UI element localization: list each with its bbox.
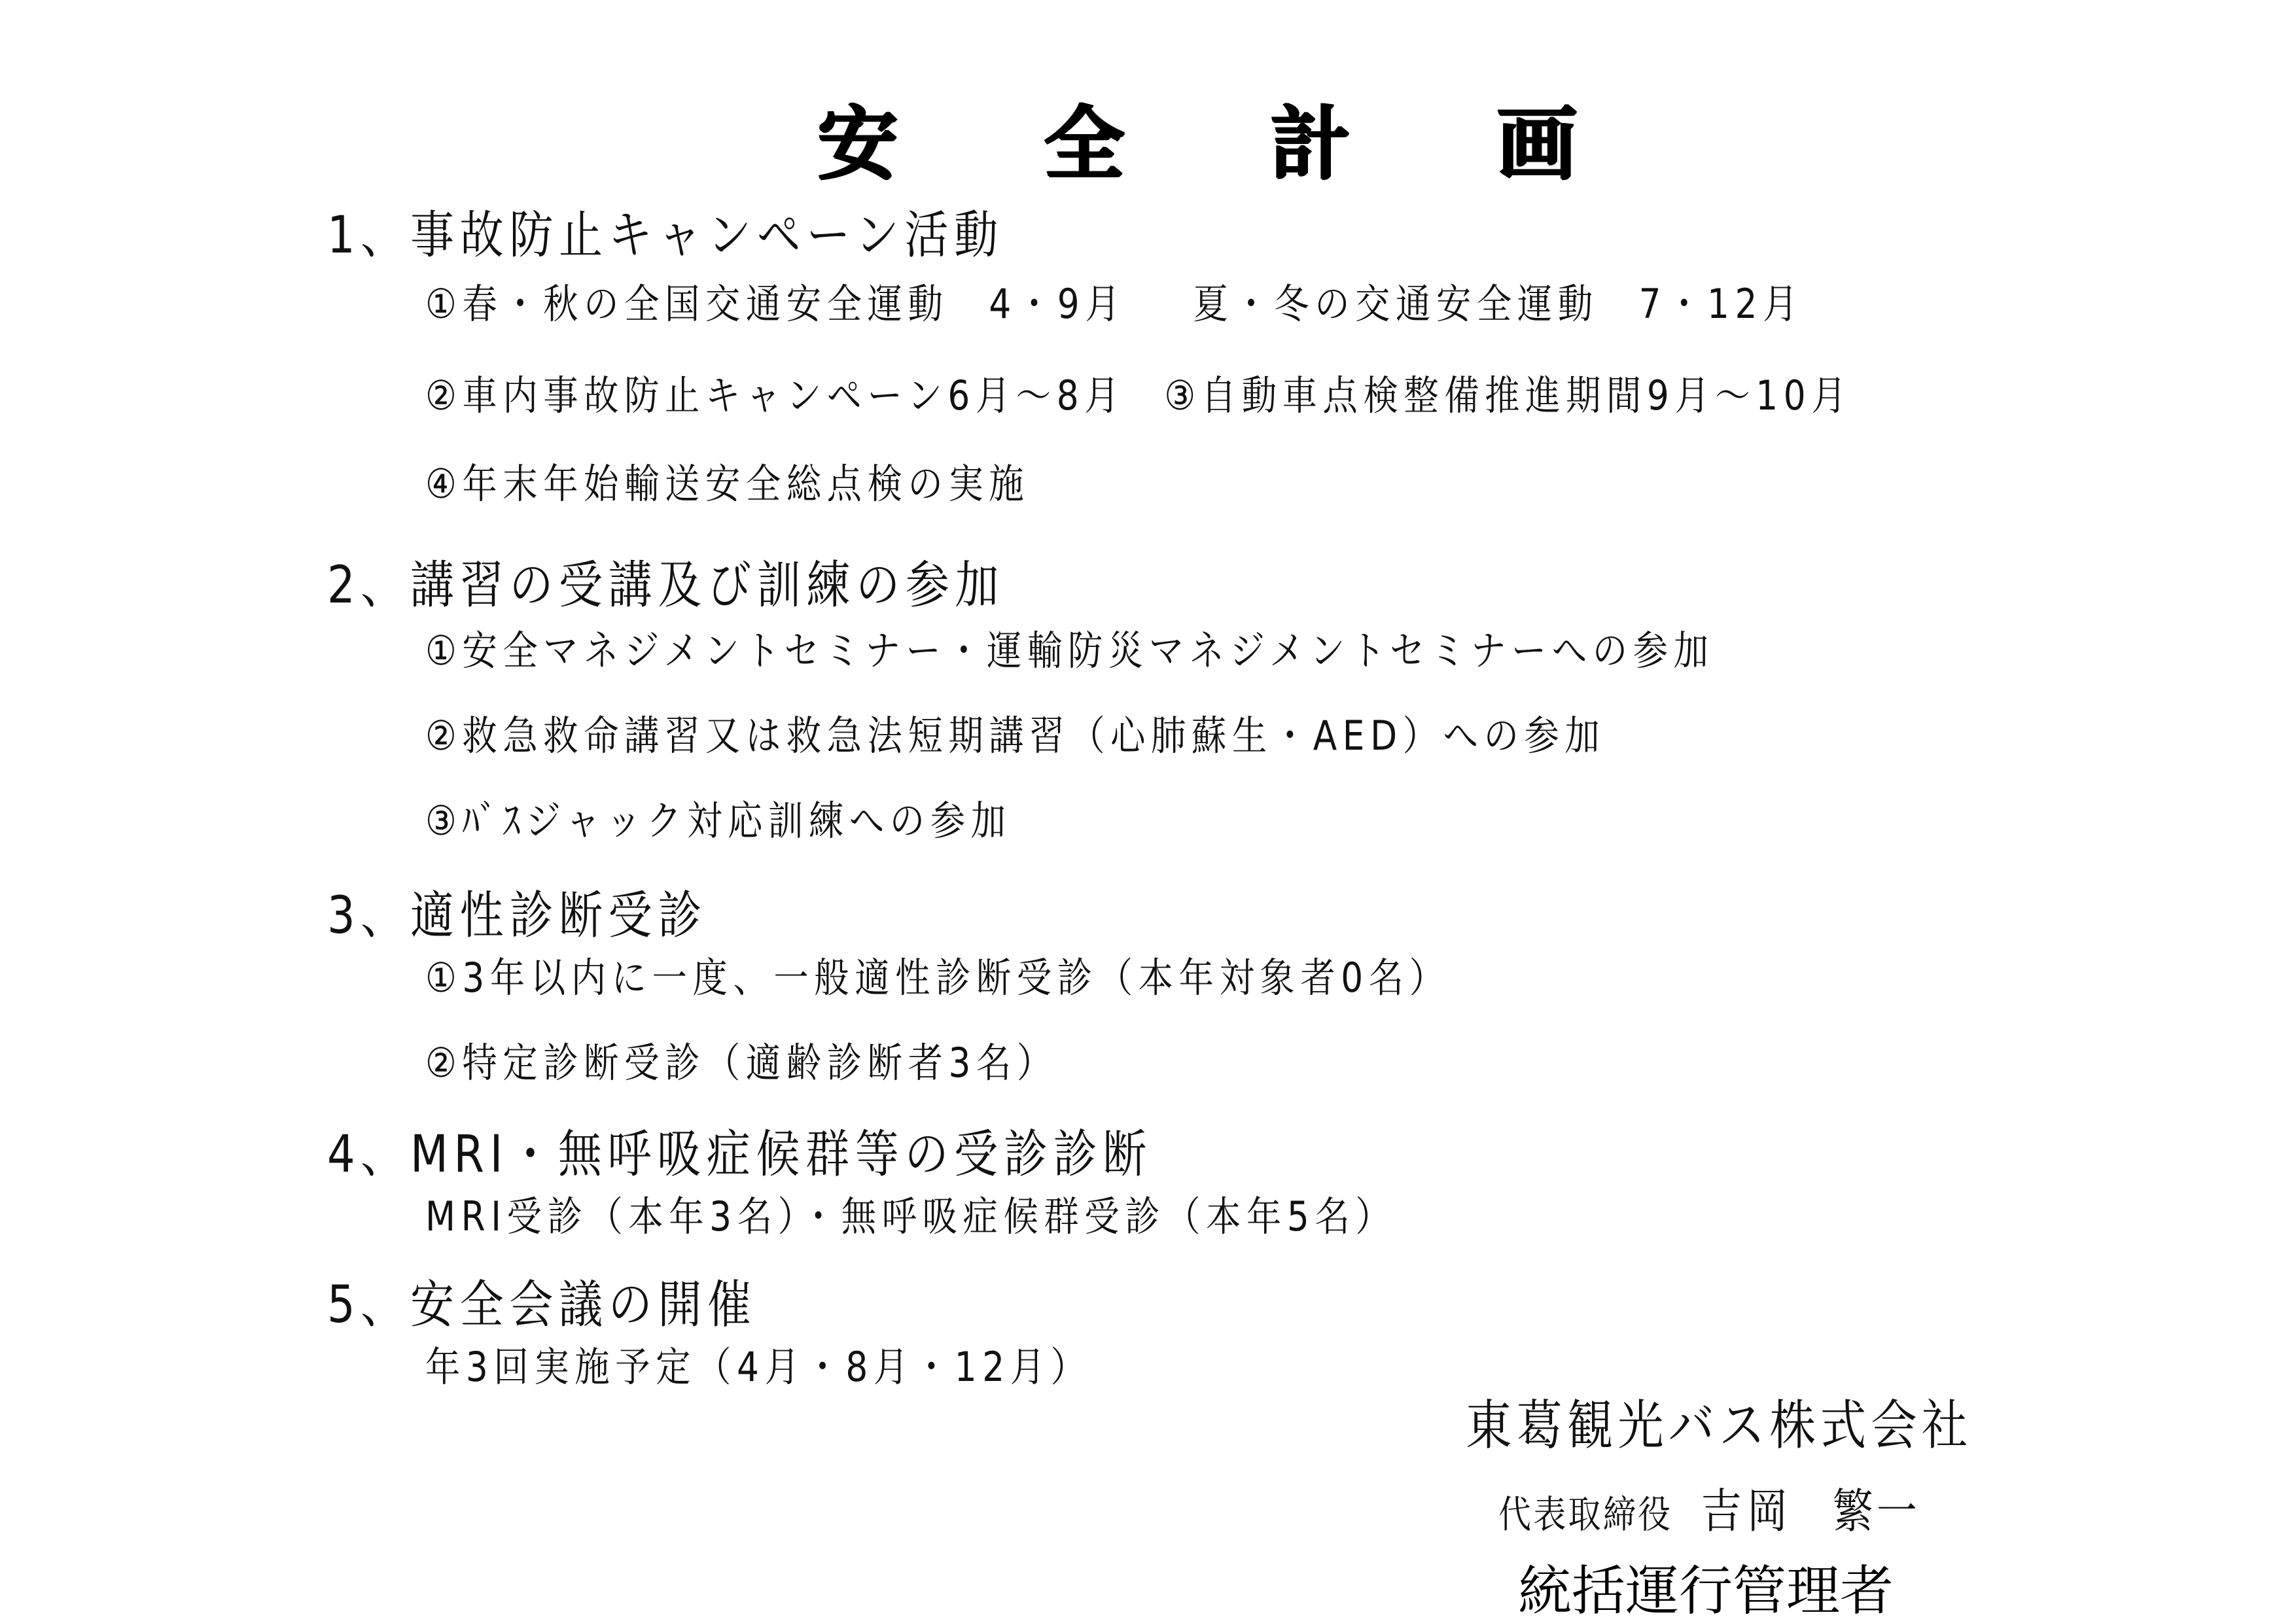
section-2-item-2: ②救急救命講習又は救急法短期講習（心肺蘇生・AED）への参加	[425, 712, 1606, 759]
company-name: 東葛観光バス株式会社	[1466, 1395, 1973, 1457]
section-2-heading: 2、講習の受講及び訓練の参加	[327, 556, 1005, 615]
section-2-item-3: ③ﾊﾞｽジャック対応訓練への参加	[425, 797, 1012, 845]
title-char-2: 全	[1044, 97, 1124, 190]
section-3-heading: 3、適性診断受診	[327, 886, 708, 945]
section-1-item-1-text: ①春・秋の全国交通安全運動 4・9月	[425, 280, 1126, 328]
representative-given-name: 繁一	[1832, 1484, 1921, 1539]
section-3-item-2: ②特定診断受診（適齢診断者3名）	[425, 1039, 1057, 1087]
section-1-item-1	[425, 278, 1803, 330]
section-1-item-2-text: ②車内事故防止キャンペーン6月～8月	[425, 372, 1125, 419]
title-char-3: 計	[1271, 97, 1351, 190]
title-char-1: 安	[818, 97, 898, 190]
section-1-heading: 1、事故防止キャンペーン活動	[327, 206, 1004, 265]
page-title	[818, 98, 1577, 190]
section-1-item-4: ④年末年始輸送安全総点検の実施	[425, 460, 1030, 508]
title-char-4: 画	[1497, 97, 1577, 190]
section-1-item-1b-text: 夏・冬の交通安全運動 7・12月	[1193, 280, 1803, 328]
section-4-item-1: MRI受診（本年3名）・無呼吸症候群受診（本年5名）	[425, 1193, 1396, 1240]
section-1-item-3-text: ③自動車点検整備推進期間9月～10月	[1164, 372, 1852, 419]
representative-role: 代表取締役	[1498, 1492, 1673, 1537]
representative	[1498, 1482, 1920, 1544]
section-2-item-1: ①安全マネジメントセミナー・運輸防災マネジメントセミナーへの参加	[425, 627, 1714, 674]
section-1-item-2	[425, 370, 1852, 422]
section-5-item-1: 年3回実施予定（4月・8月・12月）	[425, 1343, 1091, 1391]
manager-title: 統括運行管理者	[1518, 1560, 1894, 1622]
section-4-heading: 4、MRI・無呼吸症候群等の受診診断	[327, 1125, 1152, 1184]
representative-family-name: 吉岡	[1701, 1484, 1793, 1539]
section-5-heading: 5、安全会議の開催	[327, 1276, 757, 1335]
section-3-item-1: ①3年以内に一度、一般適性診断受診（本年対象者0名）	[425, 954, 1450, 1002]
